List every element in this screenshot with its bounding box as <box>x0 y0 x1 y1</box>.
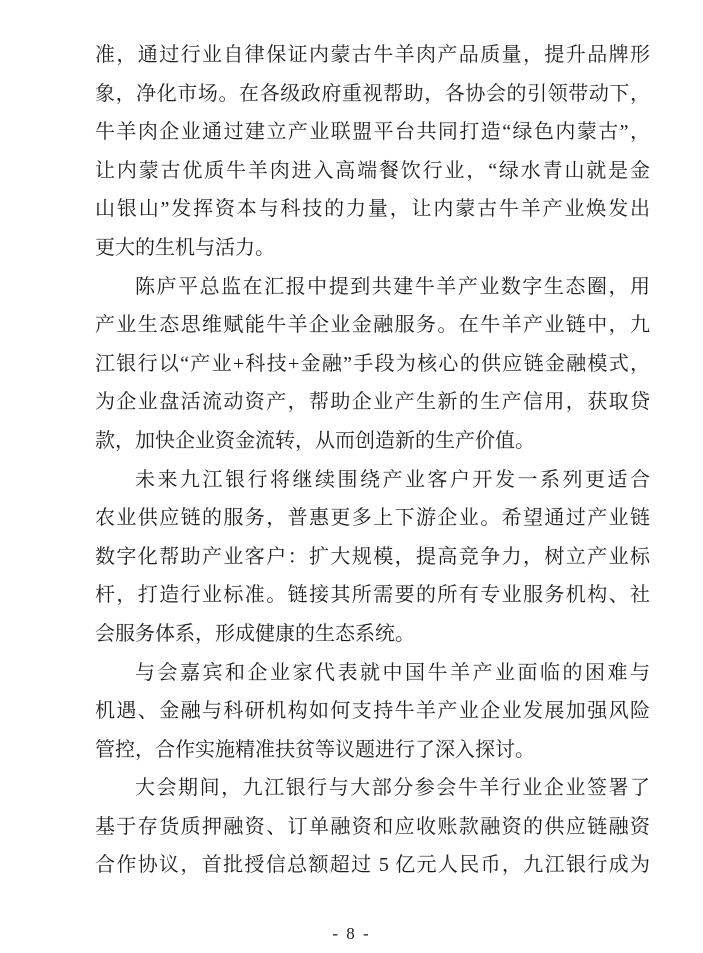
paragraph-line: 让内蒙古优质牛羊肉进入高端餐饮行业，“绿水青山就是金 <box>95 159 650 182</box>
paragraph-line: 象，净化市场。在各级政府重视帮助，各协会的引领带动下， <box>95 82 650 105</box>
paragraph-line: 陈庐平总监在汇报中提到共建牛羊产业数字生态圈，用 <box>135 275 650 298</box>
paragraph-line: 牛羊肉企业通过建立产业联盟平台共同打造“绿色内蒙古”， <box>95 121 650 144</box>
paragraph-line: 会服务体系，形成健康的生态系统。 <box>95 622 415 645</box>
paragraph-line: 山银山”发挥资本与科技的力量，让内蒙古牛羊产业焕发出 <box>95 198 650 221</box>
paragraph-line: 未来九江银行将继续围绕产业客户开发一系列更适合 <box>135 468 650 491</box>
text-block <box>95 36 650 885</box>
paragraph-line: 大会期间，九江银行与大部分参会牛羊行业企业签署了 <box>135 777 650 800</box>
paragraph-line: 数字化帮助产业客户：扩大规模，提高竞争力，树立产业标 <box>95 545 650 568</box>
paragraph-line: 基于存货质押融资、订单融资和应收账款融资的供应链融资 <box>95 815 650 838</box>
paragraph-line: 为企业盘活流动资产，帮助企业产生新的生产信用，获取贷 <box>95 391 650 414</box>
paragraph-line: 管控，合作实施精准扶贫等议题进行了深入探讨。 <box>95 738 535 761</box>
paragraph-line: 江银行以“产业+科技+金融”手段为核心的供应链金融模式， <box>95 352 650 375</box>
paragraph-line: 农业供应链的服务，普惠更多上下游企业。希望通过产业链 <box>95 507 650 530</box>
paragraph-line: 更大的生机与活力。 <box>95 236 275 259</box>
paragraph-line: 合作协议，首批授信总额超过 5 亿元人民币，九江银行成为 <box>95 854 650 877</box>
paragraph-line: 与会嘉宾和企业家代表就中国牛羊产业面临的困难与 <box>135 661 650 684</box>
page-number: - 8 - <box>332 924 371 943</box>
paragraph-line: 准，通过行业自律保证内蒙古牛羊肉产品质量，提升品牌形 <box>95 44 650 66</box>
paragraph-line: 杆，打造行业标准。链接其所需要的所有专业服务机构、社 <box>95 584 650 607</box>
paragraph-line: 产业生态思维赋能牛羊企业金融服务。在牛羊产业链中，九 <box>95 314 650 337</box>
paragraph-line: 款，加快企业资金流转，从而创造新的生产价值。 <box>95 429 535 452</box>
paragraph-line: 机遇、金融与科研机构如何支持牛羊产业企业发展加强风险 <box>95 700 650 723</box>
